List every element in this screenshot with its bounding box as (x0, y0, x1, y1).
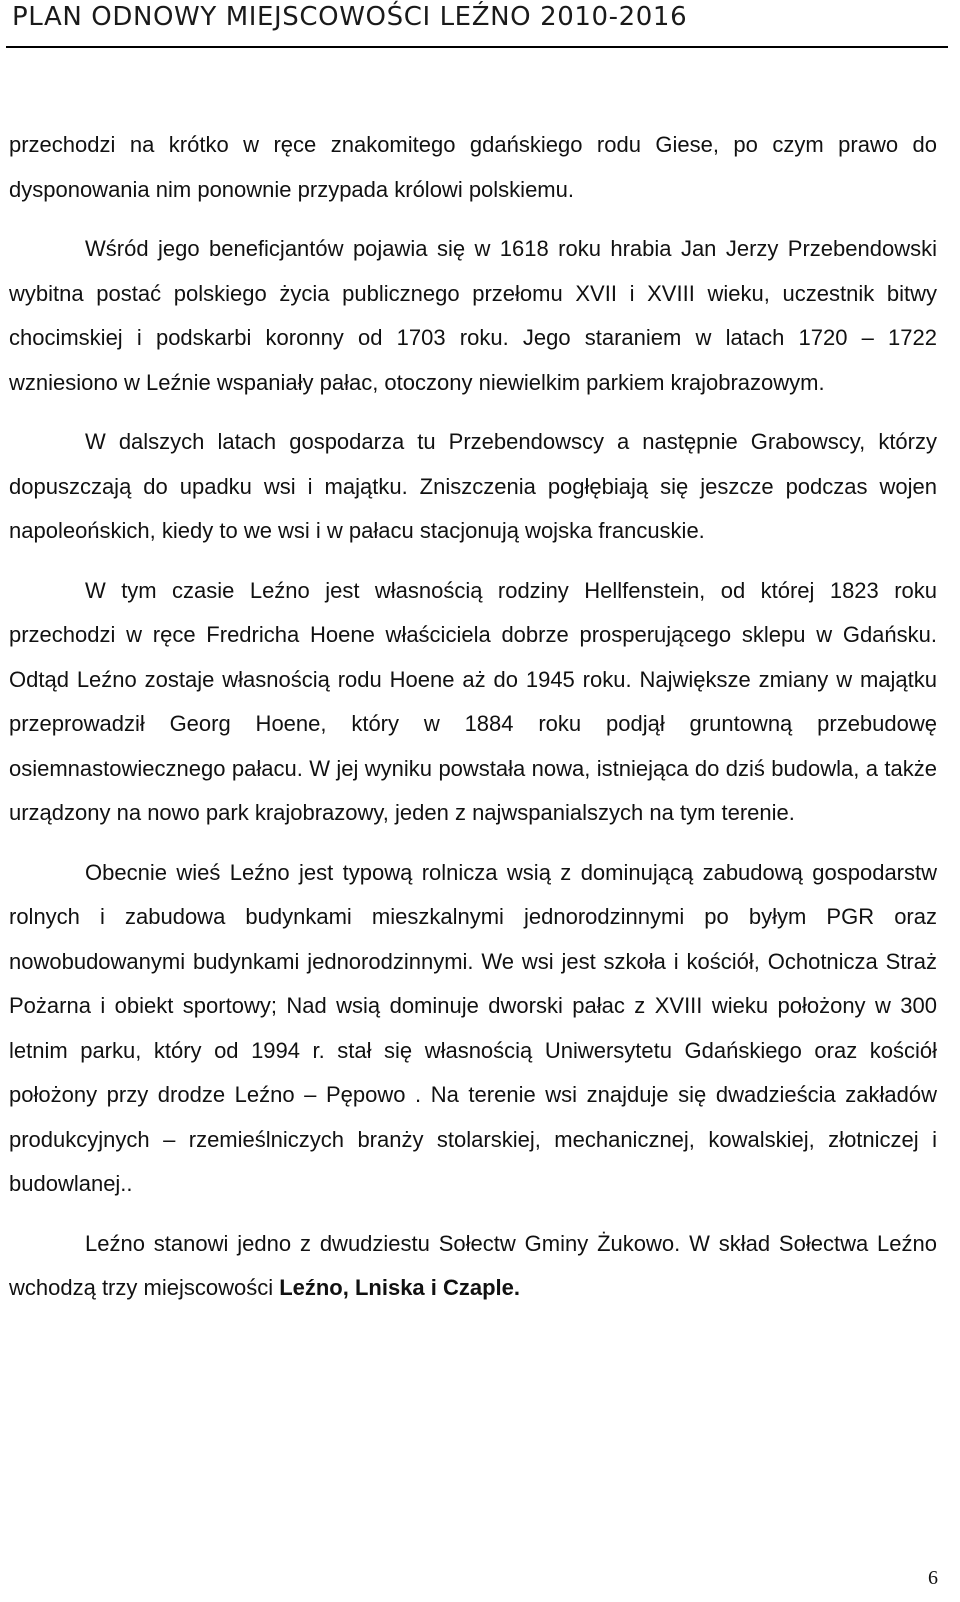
paragraph-solectwo (9, 1222, 937, 1311)
page-header (0, 0, 960, 50)
paragraph-continuation: przechodzi na krótko w ręce znakomitego gdańskiego rodu Giese, po czym prawo do dysponowania nim ponownie przypada królowi polskiemu. (9, 132, 937, 202)
paragraph-present-day: Obecnie wieś Leźno jest typową rolnicza wsią z dominującą zabudową gospodarstw rolnych i zabudowa budynkami mieszkalnymi jednorodzinnymi po byłym PGR oraz nowobudowanymi budynkami jednorodzinnymi. We wsi jest szkoła i kościół, Ochotnicza Straż Pożarna i obiekt sportowy; Nad wsią dominuje dworski pałac z XVIII wieku położony w 300 letnim parku, który od 1994 r. stał się własnością Uniwersytetu Gdańskiego oraz kościół położony przy drodze Leźno – Pępowo . Na terenie wsi znajduje się dwadzieścia zakładów produkcyjnych – rzemieślniczych branży stolarskiej, mechanicznej, kowalskiej, złotniczej i budowlanej.. (9, 859, 937, 1196)
document-body (9, 123, 937, 1326)
document-title: PLAN ODNOWY MIEJSCOWOŚCI LEŹNO 2010-2016 (12, 2, 688, 32)
page-number: 6 (928, 1567, 938, 1589)
paragraph-przebendowski: Wśród jego beneficjantów pojawia się w 1618 roku hrabia Jan Jerzy Przebendowski wybitna postać polskiego życia publicznego przełomu XVII i XVIII wieku, uczestnik bitwy chocimskiej i podskarbi koronny od 1703 roku. Jego staraniem w latach 1720 – 1722 wzniesiono w Leźnie wspaniały pałac, otoczony niewielkim parkiem krajobrazowym. (9, 236, 937, 395)
paragraph-grabowscy: W dalszych latach gospodarza tu Przebendowscy a następnie Grabowscy, którzy dopuszczają do upadku wsi i majątku. Zniszczenia pogłębiają się jeszcze podczas wojen napoleońskich, kiedy to we wsi i w pałacu stacjonują wojska francuskie. (9, 429, 937, 543)
solectwo-text: Leźno stanowi jedno z dwudziestu Sołectw Gminy Żukowo. W skład Sołectwa Leźno wchodzą trzy miejscowości (9, 1230, 937, 1300)
solectwo-localities: Leźno, Lniska i Czaple. (279, 1275, 521, 1300)
header-divider (6, 46, 948, 48)
paragraph-hoene: W tym czasie Leźno jest własnością rodziny Hellfenstein, od której 1823 roku przechodzi w ręce Fredricha Hoene właściciela dobrze prosperującego sklepu w Gdańsku. Odtąd Leźno zostaje własnością rodu Hoene aż do 1945 roku. Największe zmiany w majątku przeprowadził Georg Hoene, który w 1884 roku podjął gruntowną przebudowę osiemnastowiecznego pałacu. W jej wyniku powstała nowa, istniejąca do dziś budowla, a także urządzony na nowo park krajobrazowy, jeden z najwspanialszych na tym terenie. (9, 577, 937, 825)
